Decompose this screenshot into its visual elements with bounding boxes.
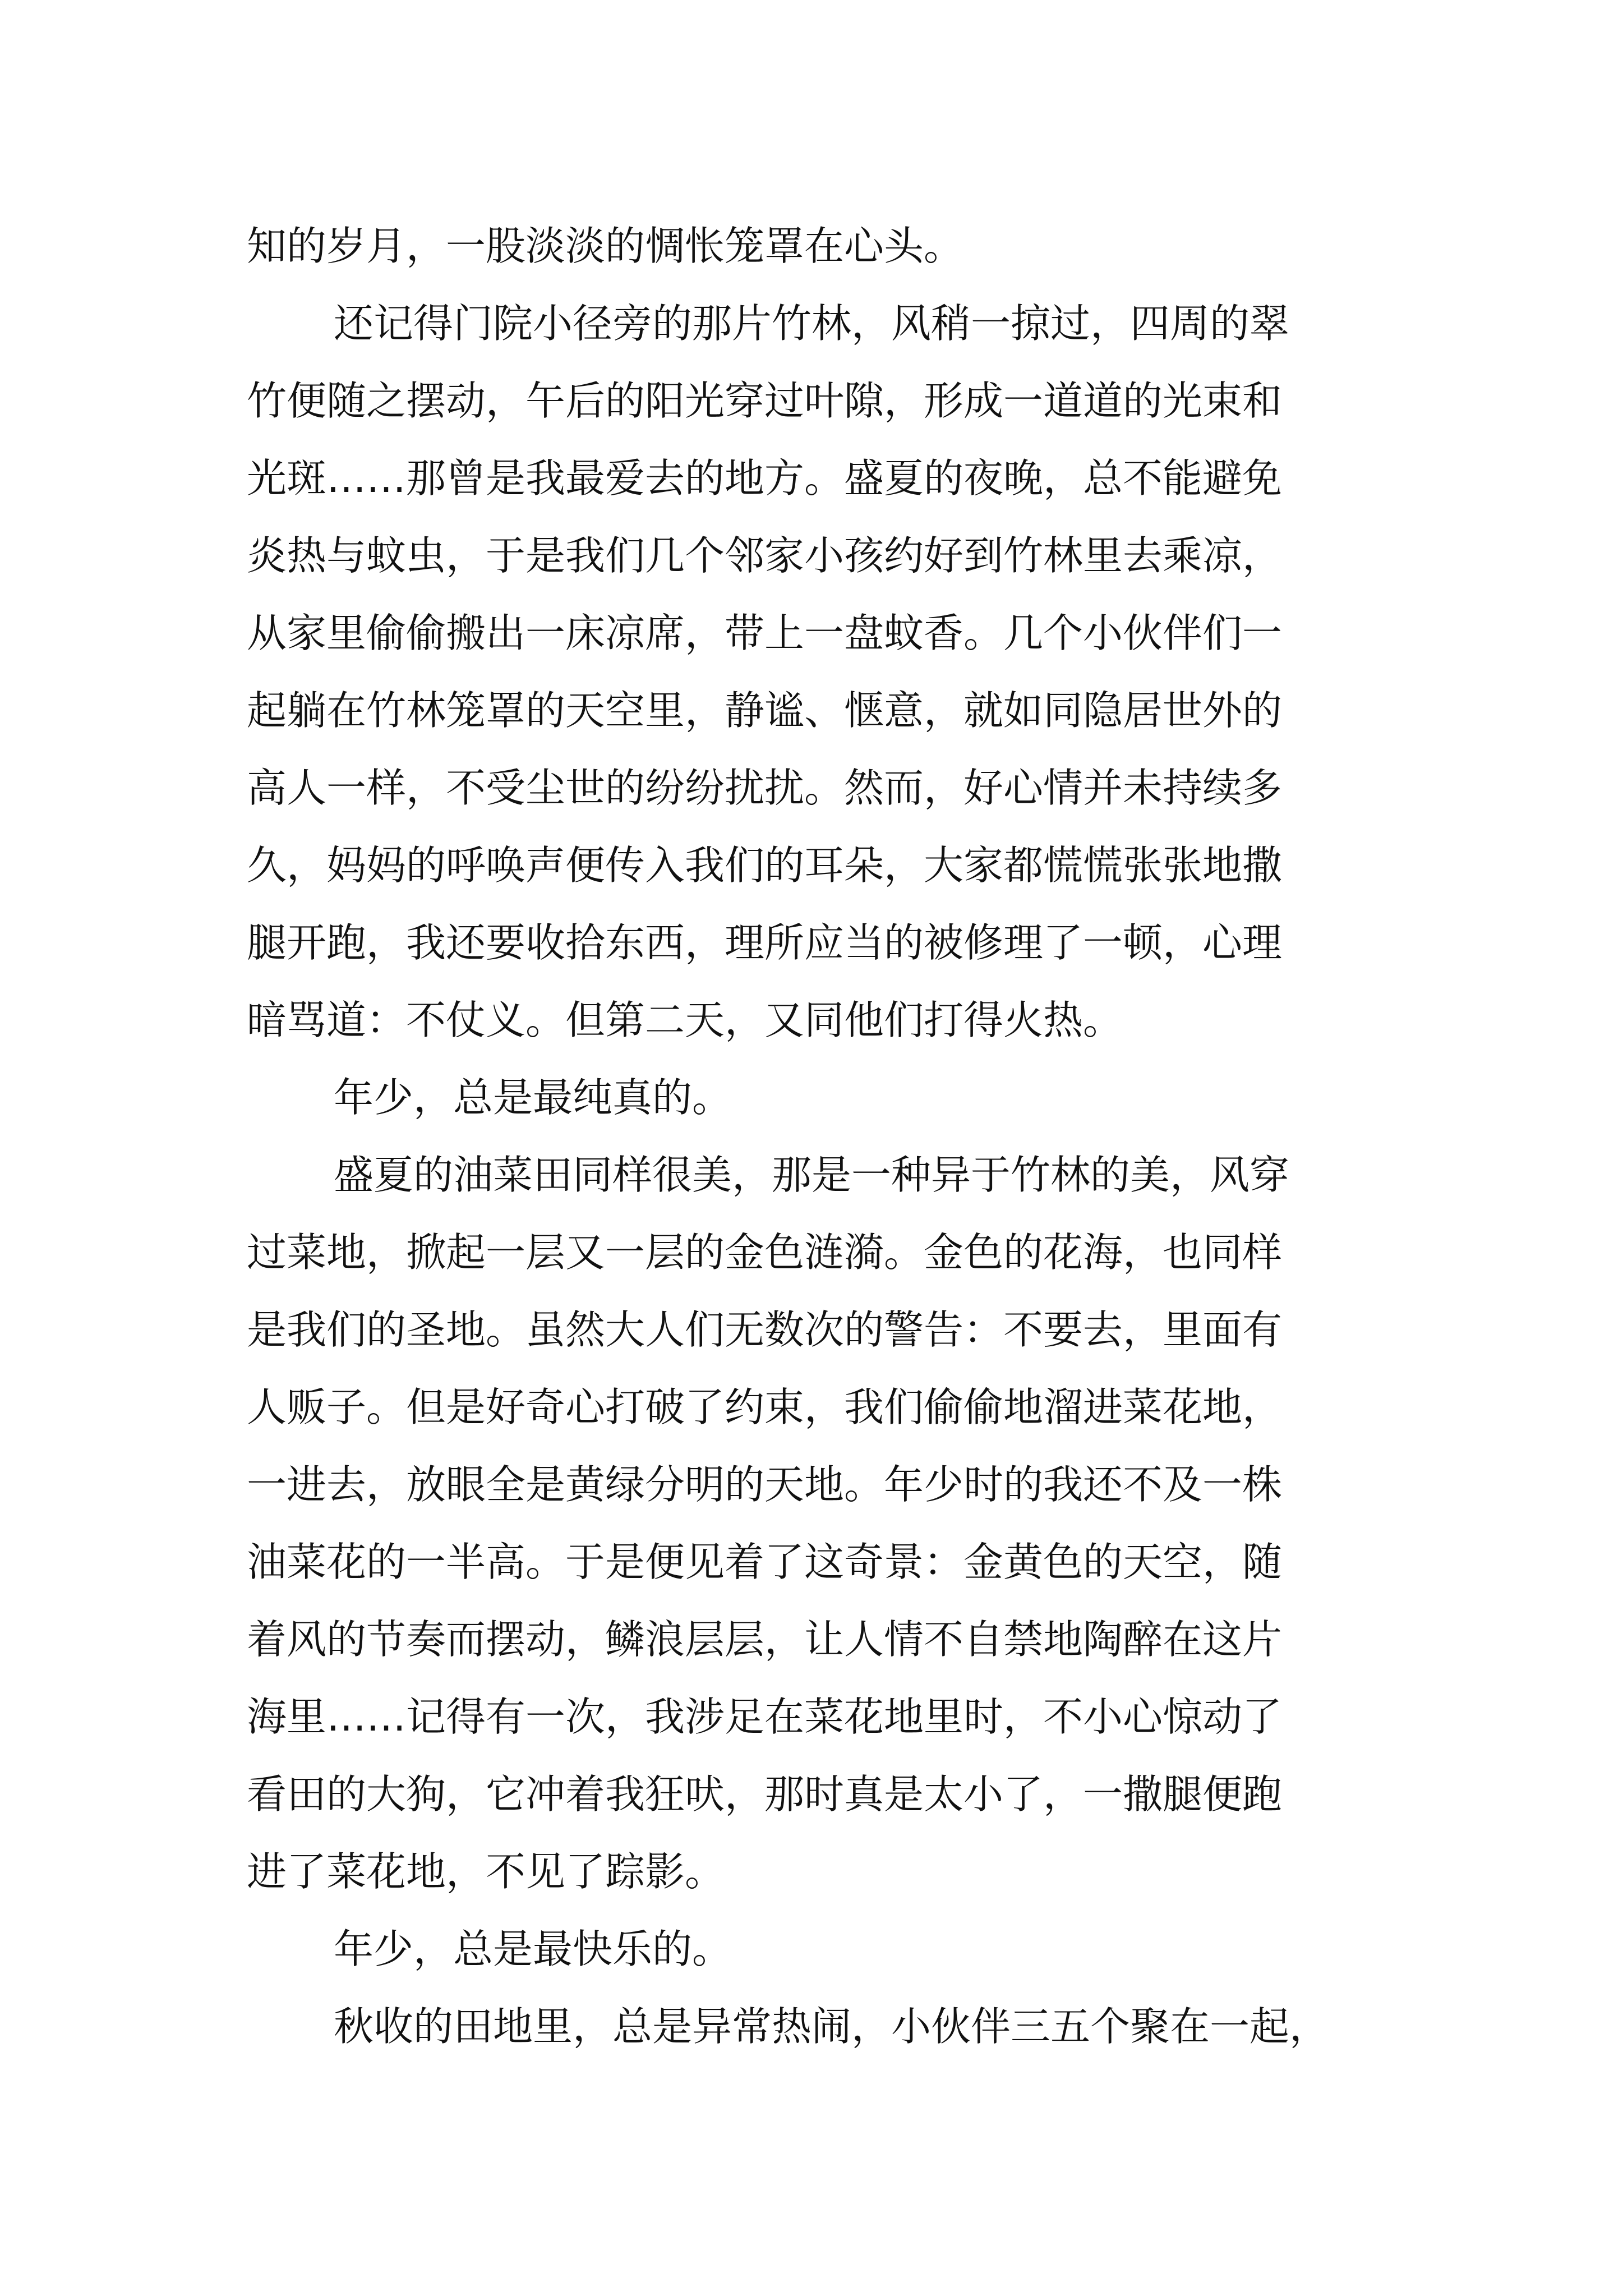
text-line: 起躺在竹林笼罩的天空里，静谧、惬意，就如同隐居世外的: [247, 687, 1283, 734]
text-line: 炎热与蚊虫，于是我们几个邻家小孩约好到竹林里去乘凉，: [247, 532, 1283, 579]
paragraph-first-line: 秋收的田地里，总是异常热闹，小伙伴三五个聚在一起，: [334, 2003, 1330, 2050]
text-line: 油菜花的一半高。于是便见着了这奇景：金黄色的天空，随: [247, 1539, 1283, 1585]
paragraph-first-line: 还记得门院小径旁的那片竹林，风稍一掠过，四周的翠: [334, 300, 1290, 347]
text-line: 知的岁月，一股淡淡的惆怅笼罩在心头。: [247, 223, 964, 269]
paragraph-first-line: 年少，总是最快乐的。: [334, 1926, 732, 1972]
text-line: 是我们的圣地。虽然大人们无数次的警告：不要去，里面有: [247, 1306, 1283, 1353]
paragraph-first-line: 年少，总是最纯真的。: [334, 1074, 732, 1121]
body-text: [247, 208, 1391, 2065]
text-line: 暗骂道：不仗义。但第二天，又同他们打得火热。: [247, 997, 1123, 1043]
paragraph-first-line: 盛夏的油菜田同样很美，那是一种异于竹林的美，风穿: [334, 1152, 1290, 1198]
text-line: 久，妈妈的呼唤声便传入我们的耳朵，大家都慌慌张张地撒: [247, 842, 1283, 889]
text-line: 高人一样，不受尘世的纷纷扰扰。然而，好心情并未持续多: [247, 765, 1283, 811]
text-line: 进了菜花地，不见了踪影。: [247, 1848, 725, 1895]
text-line: 人贩子。但是好奇心打破了约束，我们偷偷地溜进菜花地，: [247, 1384, 1283, 1430]
text-line: 光斑……那曾是我最爱去的地方。盛夏的夜晚，总不能避免: [247, 455, 1283, 501]
text-line: 着风的节奏而摆动，鳞浪层层，让人情不自禁地陶醉在这片: [247, 1616, 1283, 1663]
text-line: 一进去，放眼全是黄绿分明的天地。年少时的我还不及一株: [247, 1461, 1283, 1508]
text-line: 海里……记得有一次，我涉足在菜花地里时，不小心惊动了: [247, 1694, 1283, 1740]
text-line: 从家里偷偷搬出一床凉席，带上一盘蚊香。几个小伙伴们一: [247, 610, 1283, 656]
text-line: 过菜地，掀起一层又一层的金色涟漪。金色的花海，也同样: [247, 1229, 1283, 1276]
text-line: 腿开跑，我还要收拾东西，理所应当的被修理了一顿，心理: [247, 919, 1283, 966]
text-line: 看田的大狗，它冲着我狂吠，那时真是太小了，一撒腿便跑: [247, 1771, 1283, 1818]
text-line: 竹便随之摆动，午后的阳光穿过叶隙，形成一道道的光束和: [247, 378, 1283, 424]
